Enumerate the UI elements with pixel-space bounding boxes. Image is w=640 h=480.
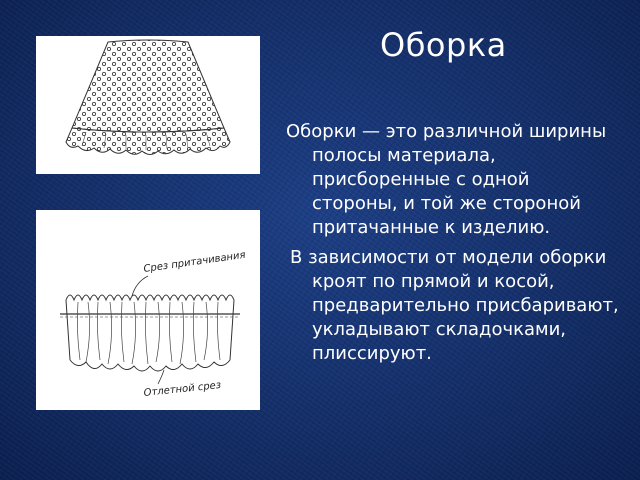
hem-edge-label: Отлетной срез	[143, 379, 222, 399]
skirt-with-ruffle-illustration	[36, 36, 260, 174]
slide-body	[286, 120, 620, 370]
slide-title: Оборка	[380, 26, 507, 64]
attaching-edge-label: Срез притачивания	[142, 249, 247, 275]
ruffle-diagram	[36, 210, 260, 410]
definition-paragraph: Оборки — это различной ширины полосы материала, присборенные с одной стороны, и той же стороной притачанные к изделию.	[286, 121, 607, 238]
cutting-paragraph: В зависимости от модели оборки кроят по прямой и косой, предварительно присбаривают, укладывают складочками, плиссируют.	[290, 247, 619, 364]
